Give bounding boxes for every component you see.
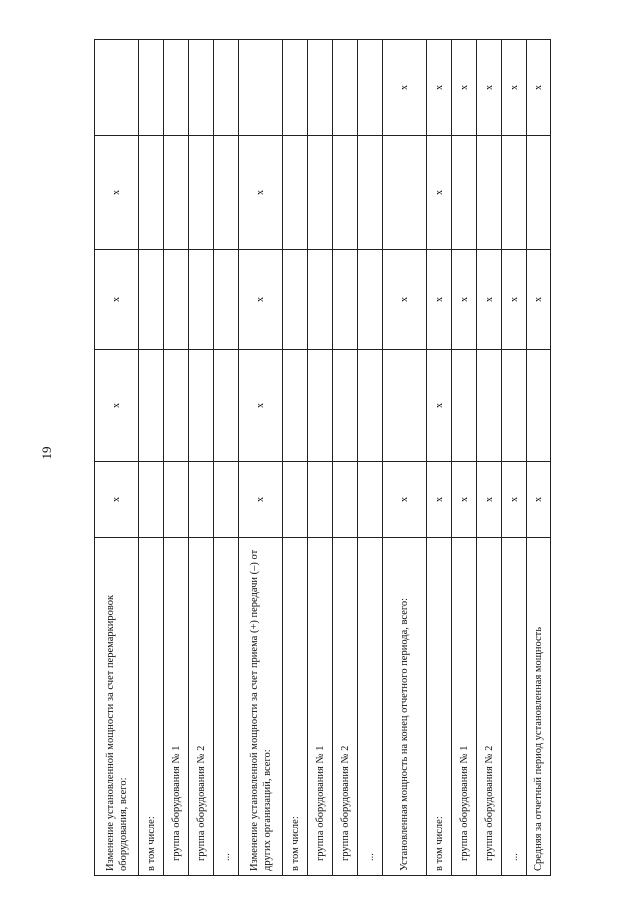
table-cell bbox=[214, 136, 239, 250]
row-label: Средняя за отчетный период установленная мощность bbox=[527, 538, 551, 876]
table-row bbox=[427, 40, 452, 876]
table-cell bbox=[308, 40, 333, 136]
table-cell: x bbox=[427, 40, 452, 136]
table-cell: x bbox=[477, 250, 502, 350]
row-label: ... bbox=[502, 538, 527, 876]
rotated-table-container bbox=[94, 40, 544, 876]
table-row bbox=[383, 40, 427, 876]
row-label: Изменение установленной мощности за счет приема (+) передачи (–) от других организаций, всего: bbox=[239, 538, 283, 876]
table-row bbox=[452, 40, 477, 876]
table-cell bbox=[139, 462, 164, 538]
table-cell bbox=[527, 350, 551, 462]
table-cell: x bbox=[427, 350, 452, 462]
table-cell: x bbox=[427, 136, 452, 250]
table-cell: x bbox=[95, 250, 139, 350]
table-cell: x bbox=[239, 136, 283, 250]
table-cell bbox=[164, 350, 189, 462]
table-cell bbox=[189, 136, 214, 250]
table-cell bbox=[333, 250, 358, 350]
table-cell bbox=[283, 462, 308, 538]
table-cell bbox=[358, 40, 383, 136]
table-cell bbox=[189, 250, 214, 350]
table-cell bbox=[164, 462, 189, 538]
table-cell bbox=[452, 350, 477, 462]
table-cell bbox=[95, 40, 139, 136]
table-cell bbox=[358, 350, 383, 462]
table-cell bbox=[239, 40, 283, 136]
table-row bbox=[189, 40, 214, 876]
table-cell: x bbox=[427, 250, 452, 350]
row-label: в том числе: bbox=[427, 538, 452, 876]
table-cell bbox=[283, 250, 308, 350]
table-cell bbox=[189, 462, 214, 538]
table-cell bbox=[383, 350, 427, 462]
table-cell bbox=[283, 40, 308, 136]
table-cell bbox=[189, 40, 214, 136]
table-cell bbox=[214, 350, 239, 462]
table-cell: x bbox=[95, 136, 139, 250]
table-cell bbox=[502, 350, 527, 462]
table-row bbox=[95, 40, 139, 876]
table-cell bbox=[333, 136, 358, 250]
row-label: Изменение установленной мощности за счет перемаркировок оборудования, всего: bbox=[95, 538, 139, 876]
page-number: 19 bbox=[39, 446, 54, 460]
table-cell bbox=[283, 136, 308, 250]
table-cell bbox=[164, 250, 189, 350]
table-cell: x bbox=[452, 40, 477, 136]
table-cell: x bbox=[239, 462, 283, 538]
capacity-table bbox=[94, 39, 551, 876]
table-cell: x bbox=[383, 462, 427, 538]
table-cell: x bbox=[383, 250, 427, 350]
table-cell: x bbox=[477, 40, 502, 136]
table-cell: x bbox=[502, 250, 527, 350]
table-cell: x bbox=[527, 250, 551, 350]
table-cell: x bbox=[502, 40, 527, 136]
row-label: группа оборудования № 1 bbox=[308, 538, 333, 876]
table-row bbox=[214, 40, 239, 876]
table-cell bbox=[139, 136, 164, 250]
table-row bbox=[527, 40, 551, 876]
table-cell bbox=[477, 350, 502, 462]
table-cell: x bbox=[95, 350, 139, 462]
table-cell bbox=[189, 350, 214, 462]
table-cell bbox=[283, 350, 308, 462]
table-cell bbox=[214, 250, 239, 350]
table-row bbox=[164, 40, 189, 876]
table-cell bbox=[308, 462, 333, 538]
row-label: в том числе: bbox=[139, 538, 164, 876]
table-cell bbox=[358, 250, 383, 350]
table-cell bbox=[308, 136, 333, 250]
table-cell: x bbox=[452, 250, 477, 350]
table-cell bbox=[139, 350, 164, 462]
table-cell bbox=[333, 40, 358, 136]
table-cell: x bbox=[477, 462, 502, 538]
row-label: группа оборудования № 2 bbox=[477, 538, 502, 876]
table-cell bbox=[214, 462, 239, 538]
table-cell: x bbox=[527, 40, 551, 136]
rotated-table-area bbox=[94, 40, 544, 876]
row-label: ... bbox=[214, 538, 239, 876]
table-cell: x bbox=[239, 250, 283, 350]
table-row bbox=[502, 40, 527, 876]
table-row bbox=[308, 40, 333, 876]
table-cell bbox=[164, 40, 189, 136]
row-label: группа оборудования № 1 bbox=[452, 538, 477, 876]
table-cell bbox=[214, 40, 239, 136]
table-cell: x bbox=[383, 40, 427, 136]
table-row bbox=[477, 40, 502, 876]
table-cell: x bbox=[239, 350, 283, 462]
table-cell bbox=[358, 136, 383, 250]
row-label: группа оборудования № 2 bbox=[333, 538, 358, 876]
row-label: Установленная мощность на конец отчетного периода, всего: bbox=[383, 538, 427, 876]
table-cell bbox=[358, 462, 383, 538]
table-cell: x bbox=[502, 462, 527, 538]
table-cell bbox=[477, 136, 502, 250]
row-label: в том числе: bbox=[283, 538, 308, 876]
table-cell: x bbox=[452, 462, 477, 538]
table-row bbox=[139, 40, 164, 876]
row-label: группа оборудования № 1 bbox=[164, 538, 189, 876]
table-cell: x bbox=[527, 462, 551, 538]
table-cell bbox=[333, 350, 358, 462]
table-row bbox=[239, 40, 283, 876]
table-row bbox=[358, 40, 383, 876]
table-cell bbox=[139, 40, 164, 136]
table-cell bbox=[164, 136, 189, 250]
table-cell bbox=[383, 136, 427, 250]
row-label: ... bbox=[358, 538, 383, 876]
table-cell: x bbox=[427, 462, 452, 538]
row-label: группа оборудования № 2 bbox=[189, 538, 214, 876]
table-cell bbox=[502, 136, 527, 250]
table-cell bbox=[527, 136, 551, 250]
table-cell bbox=[308, 350, 333, 462]
table-cell bbox=[452, 136, 477, 250]
table-cell bbox=[139, 250, 164, 350]
table-row bbox=[333, 40, 358, 876]
table-row bbox=[283, 40, 308, 876]
table-cell: x bbox=[95, 462, 139, 538]
table-cell bbox=[333, 462, 358, 538]
table-cell bbox=[308, 250, 333, 350]
